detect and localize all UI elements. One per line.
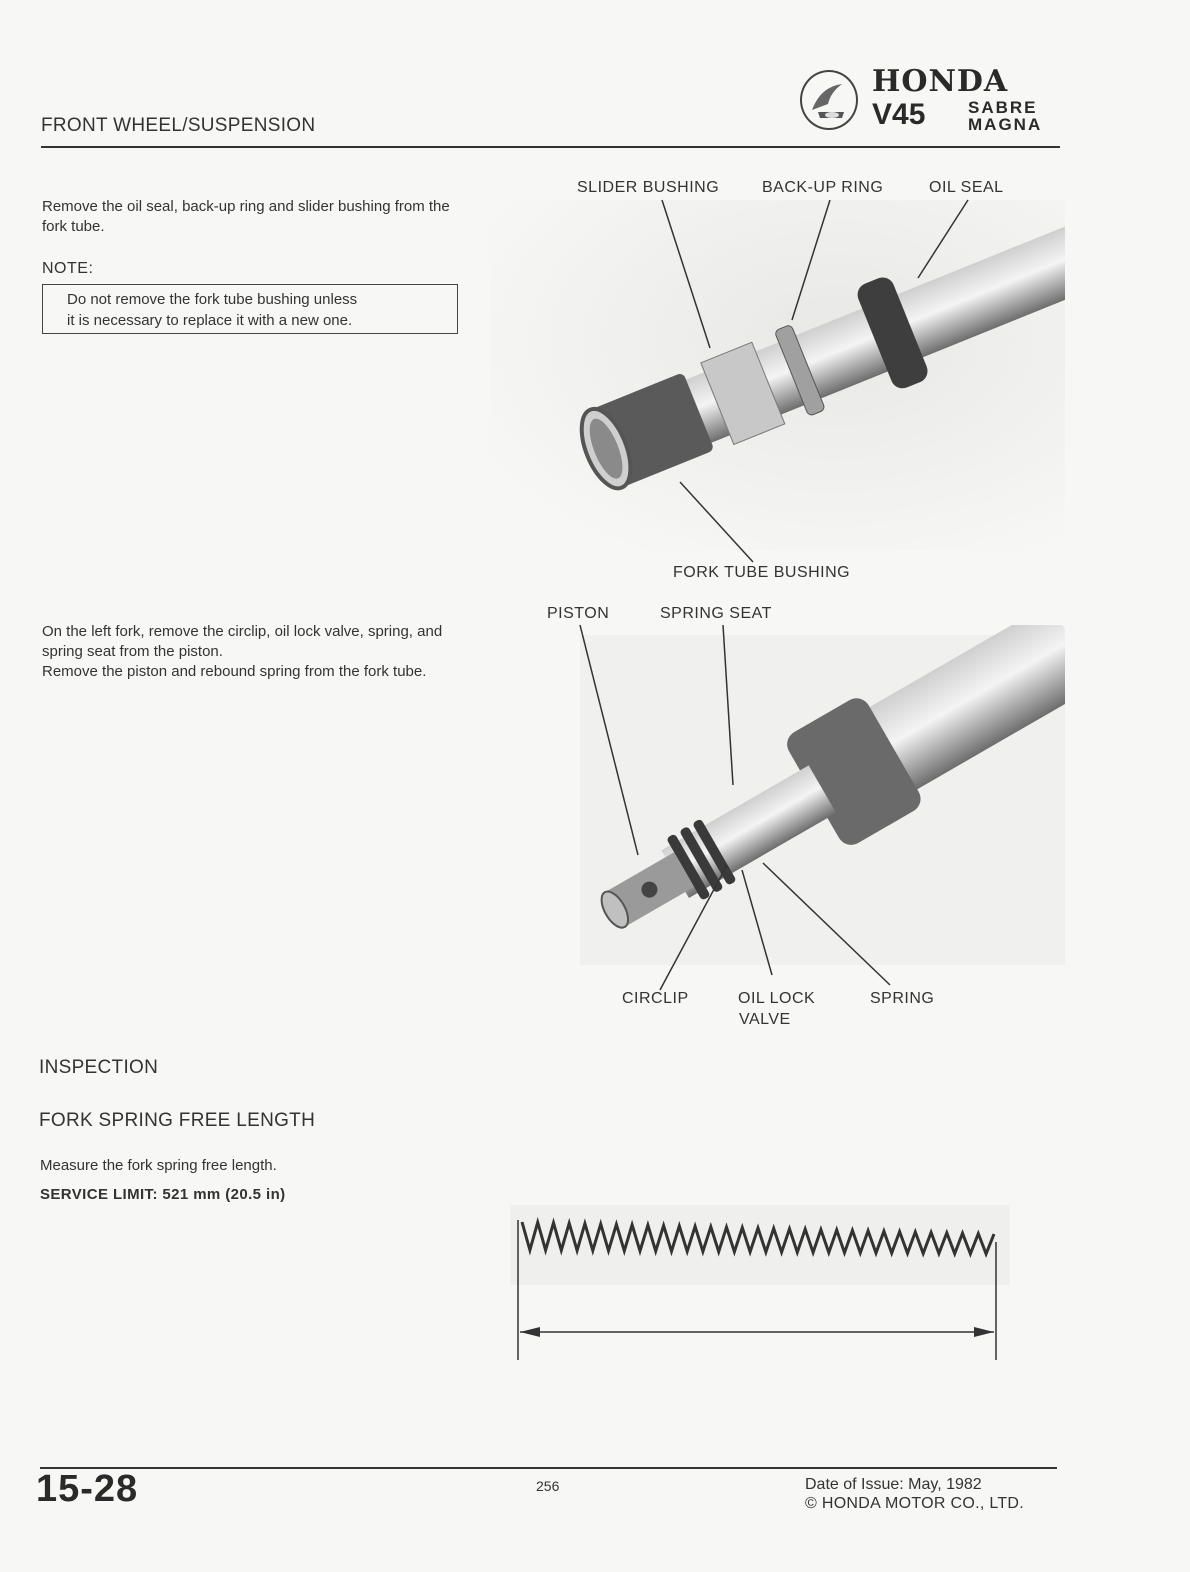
label-circlip: CIRCLIP — [622, 990, 689, 1007]
label-slider-bushing: SLIDER BUSHING — [577, 179, 720, 196]
label-spring: SPRING — [870, 990, 935, 1007]
fork-spring-heading: FORK SPRING FREE LENGTH — [39, 1110, 316, 1131]
copyright: © HONDA MOTOR CO., LTD. — [805, 1495, 1025, 1512]
issue-date: Date of Issue: May, 1982 — [805, 1476, 982, 1493]
note-label: NOTE: — [42, 260, 94, 277]
label-oil-seal: OIL SEAL — [929, 179, 1004, 196]
step2-instruction: On the left fork, remove the circlip, oil lock valve, spring, and spring seat from the piston. Remove the piston and rebound spring from the fork tube. — [42, 623, 443, 680]
label-piston: PISTON — [547, 605, 610, 622]
inspection-heading: INSPECTION — [39, 1057, 159, 1078]
label-oil-lock-valve-line2: VALVE — [739, 1011, 791, 1028]
fork-spring-photo — [500, 1200, 1020, 1370]
model-variant-sabre: SABRE — [968, 98, 1038, 117]
model-variant-magna: MAGNA — [968, 115, 1043, 134]
page-code: 15-28 — [36, 1468, 139, 1510]
piston-assembly-photo — [520, 625, 1065, 995]
service-limit: SERVICE LIMIT: 521 mm (20.5 in) — [40, 1186, 286, 1203]
inspection-instruction: Measure the fork spring free length. — [40, 1157, 277, 1174]
step1-instruction: Remove the oil seal, back-up ring and slider bushing from the fork tube. — [42, 198, 450, 235]
footer-rule — [40, 1467, 1057, 1469]
fork-tube-photo — [490, 170, 1065, 590]
label-oil-lock-valve-line1: OIL LOCK — [738, 990, 816, 1007]
note-box — [42, 284, 458, 334]
page-section-title: FRONT WHEEL/SUSPENSION — [41, 115, 316, 136]
honda-wing-logo — [800, 70, 858, 130]
note-text: Do not remove the fork tube bushing unless it is necessary to replace it with a new one. — [67, 291, 358, 329]
label-fork-tube-bushing: FORK TUBE BUSHING — [673, 564, 851, 581]
label-spring-seat: SPRING SEAT — [660, 605, 772, 622]
brand-name: HONDA — [872, 64, 1009, 99]
label-backup-ring: BACK-UP RING — [762, 179, 884, 196]
page-number: 256 — [536, 1478, 560, 1494]
model-name: V45 — [872, 98, 926, 131]
header-rule — [41, 146, 1060, 148]
